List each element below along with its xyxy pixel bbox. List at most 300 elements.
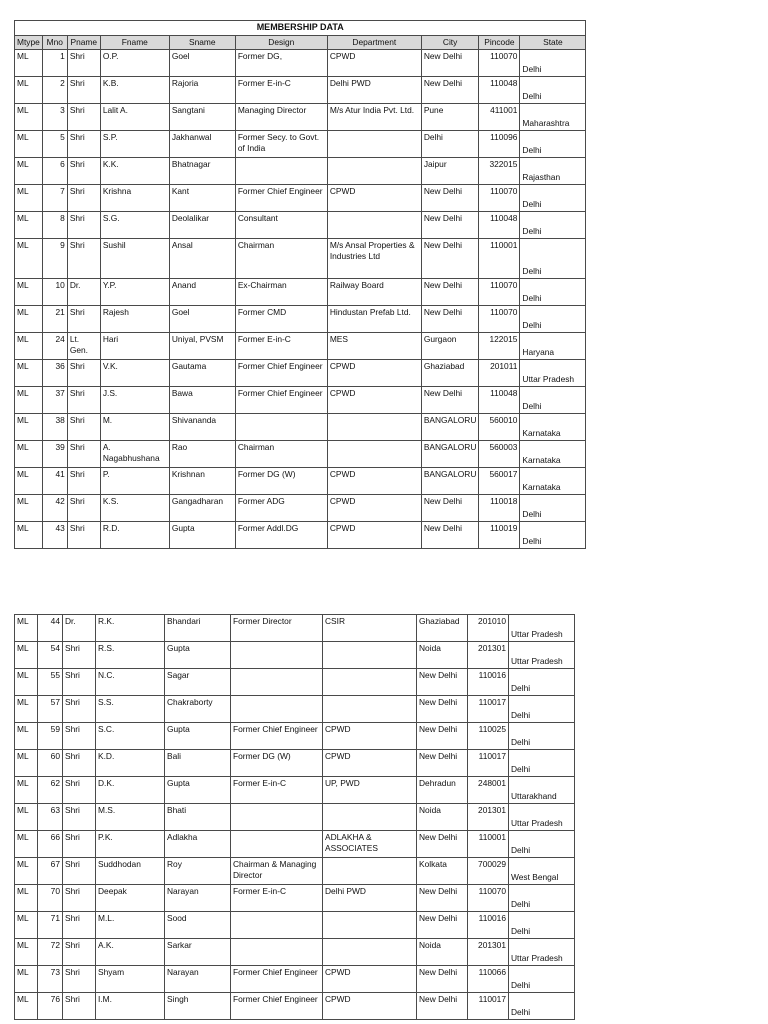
design-cell: Former Chief Engineer bbox=[231, 993, 323, 1020]
col-header-city: City bbox=[421, 36, 479, 50]
mtype-cell: ML bbox=[15, 993, 38, 1020]
department-cell: CPWD bbox=[323, 993, 417, 1020]
pname-cell: Shri bbox=[67, 104, 100, 131]
state-cell: Delhi bbox=[520, 131, 586, 158]
pincode-cell: 110016 bbox=[468, 912, 509, 939]
city-cell: New Delhi bbox=[421, 185, 479, 212]
table-row bbox=[15, 522, 586, 549]
table-row bbox=[15, 333, 586, 360]
pname-cell: Shri bbox=[67, 387, 100, 414]
design-cell: Former Addl.DG bbox=[235, 522, 327, 549]
mtype-cell: ML bbox=[15, 414, 43, 441]
table-row bbox=[15, 912, 575, 939]
mno-cell: 71 bbox=[38, 912, 63, 939]
fname-cell: Hari bbox=[100, 333, 169, 360]
city-cell: Jaipur bbox=[421, 158, 479, 185]
pincode-cell: 110016 bbox=[468, 669, 509, 696]
mno-cell: 6 bbox=[42, 158, 67, 185]
mno-cell: 21 bbox=[42, 306, 67, 333]
pincode-cell: 201301 bbox=[468, 642, 509, 669]
mtype-cell: ML bbox=[15, 185, 43, 212]
department-cell bbox=[323, 669, 417, 696]
state-cell: Uttar Pradesh bbox=[509, 939, 575, 966]
city-cell: New Delhi bbox=[421, 50, 479, 77]
city-cell: New Delhi bbox=[421, 306, 479, 333]
sname-cell: Bhatnagar bbox=[169, 158, 235, 185]
department-cell bbox=[323, 804, 417, 831]
department-cell bbox=[323, 912, 417, 939]
table-row bbox=[15, 642, 575, 669]
mtype-cell: ML bbox=[15, 279, 43, 306]
state-cell: West Bengal bbox=[509, 858, 575, 885]
mno-cell: 3 bbox=[42, 104, 67, 131]
design-cell: Former DG (W) bbox=[235, 468, 327, 495]
pincode-cell: 110048 bbox=[479, 212, 520, 239]
pincode-cell: 110019 bbox=[479, 522, 520, 549]
city-cell: New Delhi bbox=[421, 212, 479, 239]
sname-cell: Narayan bbox=[165, 885, 231, 912]
mno-cell: 7 bbox=[42, 185, 67, 212]
fname-cell: Krishna bbox=[100, 185, 169, 212]
mno-cell: 43 bbox=[42, 522, 67, 549]
sname-cell: Kant bbox=[169, 185, 235, 212]
design-cell: Former DG (W) bbox=[231, 750, 323, 777]
state-cell: Delhi bbox=[509, 831, 575, 858]
sname-cell: Gangadharan bbox=[169, 495, 235, 522]
mno-cell: 60 bbox=[38, 750, 63, 777]
mno-cell: 2 bbox=[42, 77, 67, 104]
state-cell: Haryana bbox=[520, 333, 586, 360]
design-cell: Former Director bbox=[231, 615, 323, 642]
city-cell: New Delhi bbox=[421, 522, 479, 549]
fname-cell: J.S. bbox=[100, 387, 169, 414]
sname-cell: Adlakha bbox=[165, 831, 231, 858]
fname-cell: M.S. bbox=[96, 804, 165, 831]
department-cell bbox=[323, 858, 417, 885]
pname-cell: Lt. Gen. bbox=[67, 333, 100, 360]
sname-cell: Chakraborty bbox=[165, 696, 231, 723]
pname-cell: Shri bbox=[67, 360, 100, 387]
col-header-state: State bbox=[520, 36, 586, 50]
col-header-design: Design bbox=[235, 36, 327, 50]
sname-cell: Gupta bbox=[165, 723, 231, 750]
city-cell: New Delhi bbox=[421, 77, 479, 104]
fname-cell: S.G. bbox=[100, 212, 169, 239]
mtype-cell: ML bbox=[15, 468, 43, 495]
col-header-mno: Mno bbox=[42, 36, 67, 50]
header-row bbox=[15, 36, 586, 50]
pincode-cell: 560003 bbox=[479, 441, 520, 468]
state-cell: Delhi bbox=[520, 387, 586, 414]
state-cell: Karnataka bbox=[520, 468, 586, 495]
department-cell bbox=[327, 158, 421, 185]
department-cell bbox=[327, 212, 421, 239]
state-cell: Delhi bbox=[509, 885, 575, 912]
pincode-cell: 110070 bbox=[468, 885, 509, 912]
table-row bbox=[15, 158, 586, 185]
table-row bbox=[15, 939, 575, 966]
mno-cell: 5 bbox=[42, 131, 67, 158]
department-cell: Delhi PWD bbox=[323, 885, 417, 912]
mno-cell: 36 bbox=[42, 360, 67, 387]
city-cell: New Delhi bbox=[421, 495, 479, 522]
department-cell: CPWD bbox=[327, 50, 421, 77]
mno-cell: 9 bbox=[42, 239, 67, 279]
fname-cell: M. bbox=[100, 414, 169, 441]
table-row bbox=[15, 360, 586, 387]
pincode-cell: 110017 bbox=[468, 750, 509, 777]
sname-cell: Goel bbox=[169, 50, 235, 77]
city-cell: BANGALORU bbox=[421, 468, 479, 495]
city-cell: New Delhi bbox=[417, 723, 468, 750]
fname-cell: Suddhodan bbox=[96, 858, 165, 885]
pname-cell: Dr. bbox=[63, 615, 96, 642]
department-cell: CPWD bbox=[327, 387, 421, 414]
pname-cell: Shri bbox=[63, 669, 96, 696]
fname-cell: I.M. bbox=[96, 993, 165, 1020]
fname-cell: S.S. bbox=[96, 696, 165, 723]
city-cell: Pune bbox=[421, 104, 479, 131]
pname-cell: Shri bbox=[63, 804, 96, 831]
city-cell: Noida bbox=[417, 642, 468, 669]
pincode-cell: 411001 bbox=[479, 104, 520, 131]
fname-cell: Shyam bbox=[96, 966, 165, 993]
state-cell: Delhi bbox=[520, 185, 586, 212]
fname-cell: A.K. bbox=[96, 939, 165, 966]
state-cell: Delhi bbox=[520, 239, 586, 279]
mno-cell: 73 bbox=[38, 966, 63, 993]
fname-cell: M.L. bbox=[96, 912, 165, 939]
department-cell: CPWD bbox=[323, 723, 417, 750]
fname-cell: R.K. bbox=[96, 615, 165, 642]
mno-cell: 70 bbox=[38, 885, 63, 912]
mno-cell: 41 bbox=[42, 468, 67, 495]
design-cell: Former Chief Engineer bbox=[235, 185, 327, 212]
pname-cell: Shri bbox=[67, 522, 100, 549]
table-row bbox=[15, 696, 575, 723]
fname-cell: R.S. bbox=[96, 642, 165, 669]
mtype-cell: ML bbox=[15, 696, 38, 723]
sname-cell: Bawa bbox=[169, 387, 235, 414]
mtype-cell: ML bbox=[15, 522, 43, 549]
sname-cell: Sagar bbox=[165, 669, 231, 696]
table-row bbox=[15, 306, 586, 333]
design-cell: Consultant bbox=[235, 212, 327, 239]
pincode-cell: 110018 bbox=[479, 495, 520, 522]
design-cell: Chairman bbox=[235, 239, 327, 279]
sname-cell: Shivananda bbox=[169, 414, 235, 441]
department-cell bbox=[323, 696, 417, 723]
pincode-cell: 110096 bbox=[479, 131, 520, 158]
pname-cell: Shri bbox=[67, 131, 100, 158]
city-cell: Kolkata bbox=[417, 858, 468, 885]
mtype-cell: ML bbox=[15, 966, 38, 993]
city-cell: Ghaziabad bbox=[421, 360, 479, 387]
col-header-fname: Fname bbox=[100, 36, 169, 50]
pname-cell: Shri bbox=[67, 414, 100, 441]
sname-cell: Gautama bbox=[169, 360, 235, 387]
mno-cell: 55 bbox=[38, 669, 63, 696]
state-cell: Delhi bbox=[509, 723, 575, 750]
mtype-cell: ML bbox=[15, 642, 38, 669]
sname-cell: Rao bbox=[169, 441, 235, 468]
pname-cell: Shri bbox=[67, 77, 100, 104]
fname-cell: Y.P. bbox=[100, 279, 169, 306]
pname-cell: Shri bbox=[63, 993, 96, 1020]
design-cell bbox=[231, 696, 323, 723]
pincode-cell: 110025 bbox=[468, 723, 509, 750]
design-cell: Former Secy. to Govt. of India bbox=[235, 131, 327, 158]
pincode-cell: 201010 bbox=[468, 615, 509, 642]
table-row bbox=[15, 239, 586, 279]
design-cell: Former E-in-C bbox=[235, 333, 327, 360]
sname-cell: Goel bbox=[169, 306, 235, 333]
mno-cell: 38 bbox=[42, 414, 67, 441]
fname-cell: S.C. bbox=[96, 723, 165, 750]
pname-cell: Shri bbox=[63, 939, 96, 966]
design-cell: Former DG, bbox=[235, 50, 327, 77]
city-cell: Noida bbox=[417, 939, 468, 966]
mno-cell: 62 bbox=[38, 777, 63, 804]
design-cell: Former E-in-C bbox=[235, 77, 327, 104]
mno-cell: 76 bbox=[38, 993, 63, 1020]
mno-cell: 59 bbox=[38, 723, 63, 750]
city-cell: New Delhi bbox=[417, 696, 468, 723]
mtype-cell: ML bbox=[15, 306, 43, 333]
department-cell: UP, PWD bbox=[323, 777, 417, 804]
department-cell bbox=[327, 131, 421, 158]
city-cell: New Delhi bbox=[421, 279, 479, 306]
city-cell: New Delhi bbox=[417, 966, 468, 993]
fname-cell: K.S. bbox=[100, 495, 169, 522]
mtype-cell: ML bbox=[15, 750, 38, 777]
design-cell bbox=[231, 642, 323, 669]
mtype-cell: ML bbox=[15, 158, 43, 185]
department-cell bbox=[327, 441, 421, 468]
pincode-cell: 122015 bbox=[479, 333, 520, 360]
mno-cell: 72 bbox=[38, 939, 63, 966]
pincode-cell: 110048 bbox=[479, 387, 520, 414]
table-row bbox=[15, 50, 586, 77]
membership-table-page-2 bbox=[14, 614, 575, 1020]
city-cell: New Delhi bbox=[417, 885, 468, 912]
department-cell: CPWD bbox=[327, 468, 421, 495]
department-cell: Delhi PWD bbox=[327, 77, 421, 104]
pincode-cell: 201011 bbox=[479, 360, 520, 387]
mtype-cell: ML bbox=[15, 939, 38, 966]
department-cell: CPWD bbox=[327, 495, 421, 522]
state-cell: Delhi bbox=[509, 669, 575, 696]
table-row bbox=[15, 77, 586, 104]
fname-cell: Rajesh bbox=[100, 306, 169, 333]
pname-cell: Shri bbox=[63, 750, 96, 777]
state-cell: Delhi bbox=[520, 495, 586, 522]
department-cell: Railway Board bbox=[327, 279, 421, 306]
state-cell: Delhi bbox=[520, 212, 586, 239]
mtype-cell: ML bbox=[15, 912, 38, 939]
pname-cell: Shri bbox=[67, 468, 100, 495]
city-cell: New Delhi bbox=[421, 387, 479, 414]
pname-cell: Shri bbox=[67, 50, 100, 77]
fname-cell: K.B. bbox=[100, 77, 169, 104]
design-cell bbox=[231, 831, 323, 858]
pincode-cell: 110070 bbox=[479, 50, 520, 77]
mtype-cell: ML bbox=[15, 212, 43, 239]
table-row bbox=[15, 966, 575, 993]
table-row bbox=[15, 414, 586, 441]
city-cell: New Delhi bbox=[417, 669, 468, 696]
design-cell: Former Chief Engineer bbox=[231, 723, 323, 750]
pname-cell: Shri bbox=[67, 306, 100, 333]
pname-cell: Shri bbox=[63, 885, 96, 912]
fname-cell: Sushil bbox=[100, 239, 169, 279]
mtype-cell: ML bbox=[15, 723, 38, 750]
mno-cell: 39 bbox=[42, 441, 67, 468]
table-row bbox=[15, 387, 586, 414]
pname-cell: Shri bbox=[63, 696, 96, 723]
city-cell: New Delhi bbox=[421, 239, 479, 279]
pincode-cell: 110001 bbox=[479, 239, 520, 279]
city-cell: Gurgaon bbox=[421, 333, 479, 360]
mno-cell: 66 bbox=[38, 831, 63, 858]
department-cell: ADLAKHA & ASSOCIATES bbox=[323, 831, 417, 858]
mtype-cell: ML bbox=[15, 858, 38, 885]
pname-cell: Shri bbox=[67, 495, 100, 522]
department-cell: M/s Atur India Pvt. Ltd. bbox=[327, 104, 421, 131]
pincode-cell: 110048 bbox=[479, 77, 520, 104]
pincode-cell: 201301 bbox=[468, 804, 509, 831]
state-cell: Delhi bbox=[520, 522, 586, 549]
state-cell: Karnataka bbox=[520, 414, 586, 441]
mno-cell: 10 bbox=[42, 279, 67, 306]
pname-cell: Shri bbox=[63, 966, 96, 993]
mtype-cell: ML bbox=[15, 777, 38, 804]
mno-cell: 8 bbox=[42, 212, 67, 239]
pname-cell: Shri bbox=[67, 239, 100, 279]
table-row bbox=[15, 495, 586, 522]
sheet-title: MEMBERSHIP DATA bbox=[15, 21, 586, 36]
table-row bbox=[15, 858, 575, 885]
table-row bbox=[15, 468, 586, 495]
city-cell: New Delhi bbox=[417, 912, 468, 939]
mtype-cell: ML bbox=[15, 333, 43, 360]
state-cell: Maharashtra bbox=[520, 104, 586, 131]
mtype-cell: ML bbox=[15, 831, 38, 858]
state-cell: Delhi bbox=[509, 912, 575, 939]
department-cell: M/s Ansal Properties & Industries Ltd bbox=[327, 239, 421, 279]
table-row bbox=[15, 777, 575, 804]
design-cell: Former E-in-C bbox=[231, 885, 323, 912]
col-header-pincode: Pincode bbox=[479, 36, 520, 50]
state-cell: Delhi bbox=[509, 750, 575, 777]
sname-cell: Sood bbox=[165, 912, 231, 939]
design-cell bbox=[231, 804, 323, 831]
state-cell: Karnataka bbox=[520, 441, 586, 468]
department-cell: CPWD bbox=[327, 360, 421, 387]
fname-cell: O.P. bbox=[100, 50, 169, 77]
design-cell: Former E-in-C bbox=[231, 777, 323, 804]
mtype-cell: ML bbox=[15, 50, 43, 77]
pname-cell: Shri bbox=[63, 642, 96, 669]
col-header-pname: Pname bbox=[67, 36, 100, 50]
state-cell: Delhi bbox=[509, 966, 575, 993]
state-cell: Delhi bbox=[520, 279, 586, 306]
sname-cell: Sangtani bbox=[169, 104, 235, 131]
design-cell: Former CMD bbox=[235, 306, 327, 333]
col-header-mtype: Mtype bbox=[15, 36, 43, 50]
pincode-cell: 110070 bbox=[479, 279, 520, 306]
mno-cell: 67 bbox=[38, 858, 63, 885]
pname-cell: Shri bbox=[67, 212, 100, 239]
pincode-cell: 700029 bbox=[468, 858, 509, 885]
design-cell bbox=[235, 414, 327, 441]
design-cell bbox=[231, 669, 323, 696]
mtype-cell: ML bbox=[15, 804, 38, 831]
table-row bbox=[15, 279, 586, 306]
pname-cell: Shri bbox=[63, 723, 96, 750]
fname-cell: D.K. bbox=[96, 777, 165, 804]
mtype-cell: ML bbox=[15, 387, 43, 414]
pname-cell: Shri bbox=[63, 831, 96, 858]
fname-cell: K.D. bbox=[96, 750, 165, 777]
fname-cell: V.K. bbox=[100, 360, 169, 387]
department-cell: CPWD bbox=[327, 185, 421, 212]
pname-cell: Shri bbox=[63, 858, 96, 885]
sname-cell: Jakhanwal bbox=[169, 131, 235, 158]
sname-cell: Singh bbox=[165, 993, 231, 1020]
mtype-cell: ML bbox=[15, 77, 43, 104]
city-cell: BANGALORU bbox=[421, 414, 479, 441]
city-cell: New Delhi bbox=[417, 750, 468, 777]
department-cell: CPWD bbox=[323, 750, 417, 777]
fname-cell: P.K. bbox=[96, 831, 165, 858]
pname-cell: Shri bbox=[67, 185, 100, 212]
table-row bbox=[15, 131, 586, 158]
col-header-department: Department bbox=[327, 36, 421, 50]
design-cell bbox=[235, 158, 327, 185]
pincode-cell: 110070 bbox=[479, 185, 520, 212]
table-row bbox=[15, 993, 575, 1020]
design-cell: Former Chief Engineer bbox=[231, 966, 323, 993]
sname-cell: Krishnan bbox=[169, 468, 235, 495]
state-cell: Delhi bbox=[509, 993, 575, 1020]
sname-cell: Rajoria bbox=[169, 77, 235, 104]
department-cell bbox=[327, 414, 421, 441]
fname-cell: S.P. bbox=[100, 131, 169, 158]
mtype-cell: ML bbox=[15, 239, 43, 279]
mno-cell: 63 bbox=[38, 804, 63, 831]
mtype-cell: ML bbox=[15, 669, 38, 696]
city-cell: Delhi bbox=[421, 131, 479, 158]
state-cell: Delhi bbox=[520, 77, 586, 104]
city-cell: Ghaziabad bbox=[417, 615, 468, 642]
design-cell: Former ADG bbox=[235, 495, 327, 522]
design-cell: Former Chief Engineer bbox=[235, 360, 327, 387]
fname-cell: Deepak bbox=[96, 885, 165, 912]
design-cell bbox=[231, 939, 323, 966]
state-cell: Uttar Pradesh bbox=[509, 615, 575, 642]
sname-cell: Gupta bbox=[165, 642, 231, 669]
pincode-cell: 248001 bbox=[468, 777, 509, 804]
fname-cell: P. bbox=[100, 468, 169, 495]
membership-table-page-1 bbox=[14, 20, 586, 549]
mtype-cell: ML bbox=[15, 104, 43, 131]
pincode-cell: 110001 bbox=[468, 831, 509, 858]
mno-cell: 42 bbox=[42, 495, 67, 522]
sname-cell: Anand bbox=[169, 279, 235, 306]
design-cell: Chairman & Managing Director bbox=[231, 858, 323, 885]
pname-cell: Shri bbox=[63, 912, 96, 939]
